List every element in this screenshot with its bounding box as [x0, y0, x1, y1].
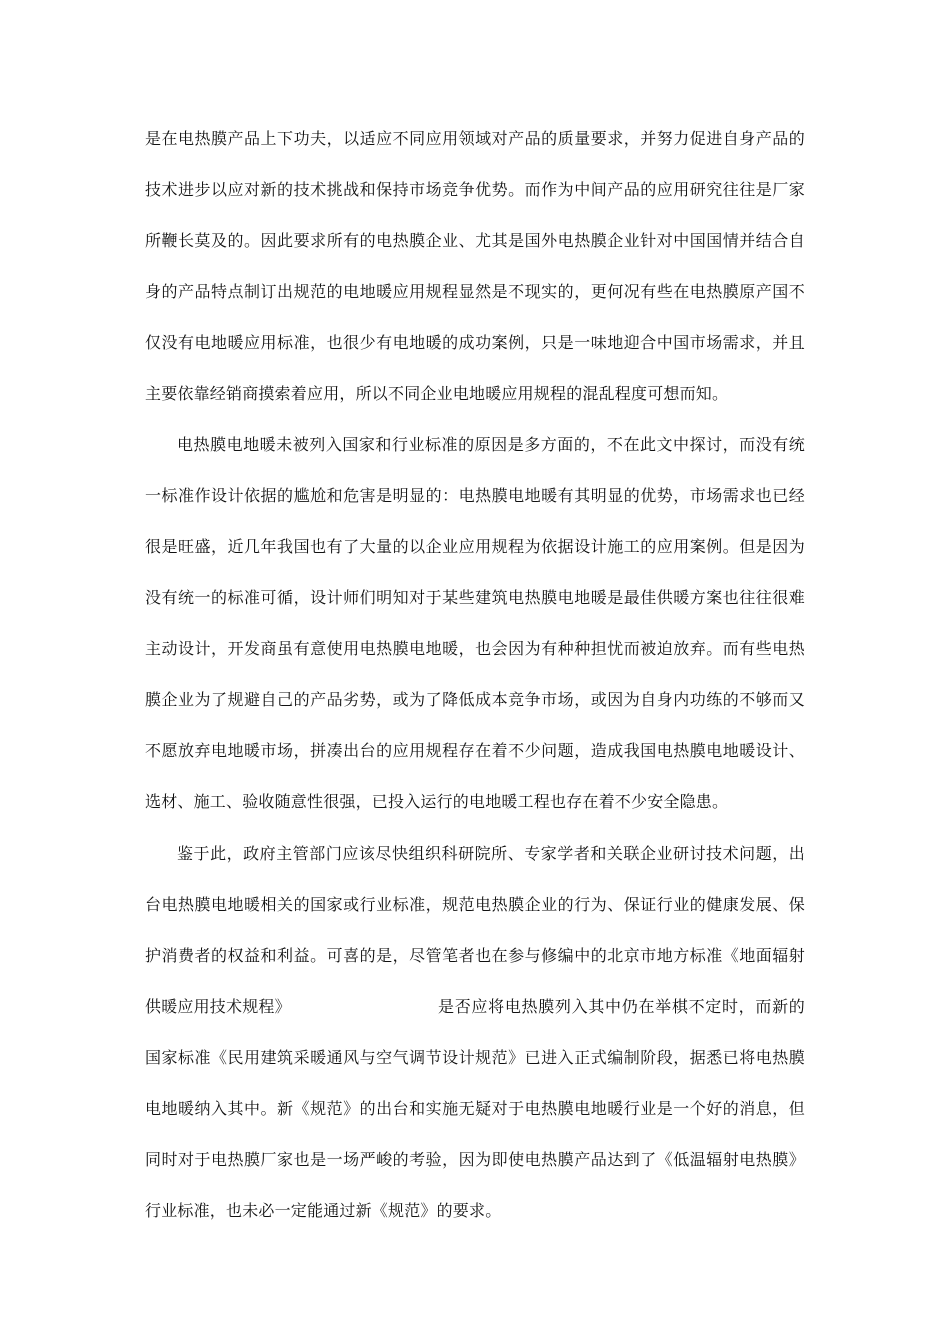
paragraph-3-line-5: 国家标准《民用建筑采暖通风与空气调节设计规范》已进入正式编制阶段，据悉已将电热膜: [145, 1048, 805, 1067]
paragraph-3-line-3: 护消费者的权益和利益。可喜的是，尽管笔者也在参与修编中的北京市地方标准《地面辐射: [145, 946, 805, 965]
paragraph-1-line-2: 技术进步以应对新的技术挑战和保持市场竞争优势。而作为中间产品的应用研究往往是厂家: [145, 180, 805, 199]
paragraph-2-line-1: 电热膜电地暖未被列入国家和行业标准的原因是多方面的，不在此文中探讨，而没有统: [177, 435, 805, 454]
paragraph-3-line-1: 鉴于此，政府主管部门应该尽快组织科研院所、专家学者和关联企业研讨技术问题，出: [177, 844, 805, 863]
paragraph-2-line-5: 主动设计，开发商虽有意使用电热膜电地暖，也会因为有种种担忧而被迫放弃。而有些电热: [145, 639, 805, 658]
paragraph-1-line-5: 仅没有电地暖应用标准，也很少有电地暖的成功案例，只是一味地迎合中国市场需求，并且: [145, 333, 805, 352]
paragraph-1-line-1: 是在电热膜产品上下功夫，以适应不同应用领域对产品的质量要求，并努力促进自身产品的: [145, 129, 805, 148]
paragraph-2-line-8: 选材、施工、验收随意性很强，已投入运行的电地暖工程也存在着不少安全隐患。: [145, 792, 729, 811]
paragraph-3-line-4-end: 是否应将电热膜列入其中仍在举棋不定时，而新的: [438, 997, 805, 1016]
paragraph-3-line-7: 同时对于电热膜厂家也是一场严峻的考验，因为即使电热膜产品达到了《低温辐射电热膜》: [145, 1150, 805, 1169]
paragraph-3-line-8: 行业标准，也未必一定能通过新《规范》的要求。: [145, 1201, 502, 1220]
paragraph-2-line-6: 膜企业为了规避自己的产品劣势，或为了降低成本竞争市场，或因为自身内功练的不够而又: [145, 690, 805, 709]
paragraph-1-line-3: 所鞭长莫及的。因此要求所有的电热膜企业、尤其是国外电热膜企业针对中国国情并结合自: [145, 231, 805, 250]
paragraph-1-line-6: 主要依靠经销商摸索着应用，所以不同企业电地暖应用规程的混乱程度可想而知。: [145, 384, 729, 403]
paragraph-3-line-6: 电地暖纳入其中。新《规范》的出台和实施无疑对于电热膜电地暖行业是一个好的消息，但: [145, 1099, 805, 1118]
paragraph-2-line-4: 没有统一的标准可循，设计师们明知对于某些建筑电热膜电地暖是最佳供暖方案也往往很难: [145, 588, 805, 607]
paragraph-1-line-4: 身的产品特点制订出规范的电地暖应用规程显然是不现实的，更何况有些在电热膜原产国不: [145, 282, 805, 301]
paragraph-2-line-2: 一标准作设计依据的尴尬和危害是明显的：电热膜电地暖有其明显的优势，市场需求也已经: [145, 486, 805, 505]
paragraph-3-line-2: 台电热膜电地暖相关的国家或行业标准，规范电热膜企业的行为、保证行业的健康发展、保: [145, 895, 805, 914]
paragraph-2-line-7: 不愿放弃电地暖市场，拼凑出台的应用规程存在着不少问题，造成我国电热膜电地暖设计、: [145, 741, 805, 760]
paragraph-2-line-3: 很是旺盛，近几年我国也有了大量的以企业应用规程为依据设计施工的应用案例。但是因为: [145, 537, 805, 556]
paragraph-3-line-4-start: 供暖应用技术规程》: [145, 997, 291, 1016]
